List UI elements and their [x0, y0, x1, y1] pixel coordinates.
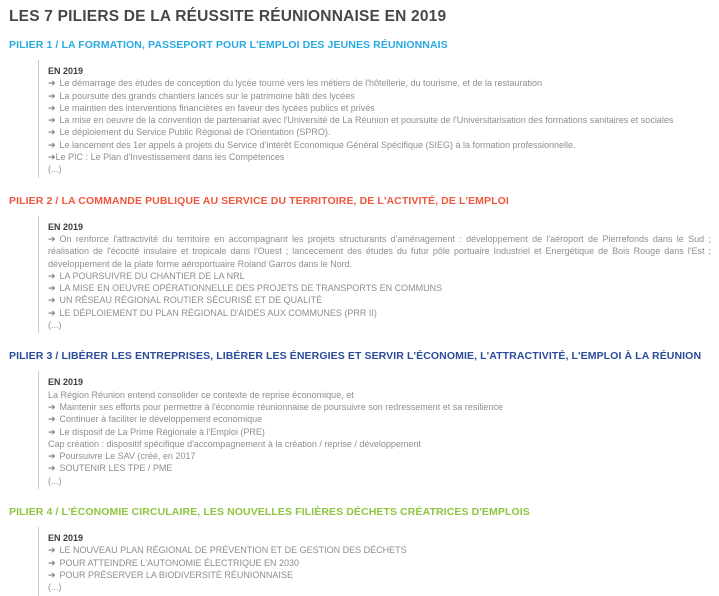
- bullet-text: (...): [48, 475, 62, 486]
- pilier-2-section: [9, 195, 711, 334]
- bullet-text: Le PIC : Le Plan d'Investissement dans les Compétences: [55, 152, 285, 163]
- pilier-body: [38, 371, 711, 489]
- pilier-body: [38, 60, 711, 178]
- pilier-4-section: [9, 506, 711, 595]
- bullet-text: On renforce l'attractivité du territoire en accompagnant les projets structurants d'aménagement : développement de l'aéroport de Pierrefonds dans le Sud ; réalisation de l'écocité insulaire et tropicale dans l'Ouest ; lancecement des études du futur pôle portuaire Industriel et Energétique de Bois Rouge dans l'Est ; développement de la plate forme aéroportuaire Roland Garros dans le Nord.: [48, 233, 711, 269]
- pilier-body: [38, 527, 711, 595]
- arrow-right-icon: ➔: [48, 401, 56, 412]
- arrow-right-icon: ➔: [48, 102, 56, 113]
- bullet-text: POUR PRÉSERVER LA BIODIVERSITÉ RÉUNIONNAISE: [59, 569, 293, 580]
- bullet-line: [48, 139, 711, 151]
- bullet-text: Cap création : dispositif spécifique d'accompagnement à la création / reprise / développement: [48, 438, 421, 449]
- pilier-3-heading: PILIER 3 / LIBÉRER LES ENTREPRISES, LIBÉRER LES ÉNERGIES ET SERVIR L'ÉCONOMIE, L'ATTRACTIVITÉ, L'EMPLOI À LA RÉUNION: [9, 350, 702, 363]
- arrow-right-icon: ➔: [48, 557, 56, 568]
- bullet-text: Le disposif de La Prime Régionale à l'Emploi (PRE): [59, 426, 265, 437]
- bullet-line: [48, 294, 711, 306]
- bullet-line: [48, 389, 711, 401]
- pilier-3-section: [9, 350, 711, 489]
- bullet-list: [48, 77, 711, 175]
- period-label: EN 2019: [48, 377, 84, 388]
- bullet-text: (...): [48, 582, 62, 593]
- bullet-text: Le lancement des 1er appels à projets du Service d'intérêt Economique Général Spécifique (SIEG) à la formation professionnelle.: [59, 139, 576, 150]
- bullet-line: [48, 163, 711, 175]
- bullet-line: [48, 151, 711, 163]
- bullet-line: [48, 319, 711, 331]
- bullet-line: [48, 401, 711, 413]
- bullet-line: [48, 413, 711, 425]
- bullet-line: [48, 90, 711, 102]
- bullet-line: [48, 270, 711, 282]
- pilier-1-section: [9, 39, 711, 178]
- bullet-text: POUR ATTEINDRE L'AUTONOMIE ÉLECTRIQUE EN 2030: [59, 557, 299, 568]
- bullet-line: [48, 438, 711, 450]
- bullet-line: [48, 544, 711, 556]
- bullet-text: La Région Réunion entend consolider ce contexte de reprise économique, et: [48, 389, 354, 400]
- bullet-text: (...): [48, 320, 62, 331]
- arrow-right-icon: ➔: [48, 127, 56, 138]
- bullet-text: Poursuivre Le SAV (créé, en 2017: [59, 451, 196, 462]
- bullet-text: La poursuite des grands chantiers lancés sur le patrimoine bâti des lycées: [59, 90, 355, 101]
- period-label: EN 2019: [48, 533, 84, 544]
- arrow-right-icon: ➔: [48, 139, 56, 150]
- bullet-line: [48, 557, 711, 569]
- bullet-line: [48, 581, 711, 593]
- period-label: EN 2019: [48, 66, 84, 76]
- pilier-2-heading: PILIER 2 / LA COMMANDE PUBLIQUE AU SERVICE DU TERRITOIRE, DE L'ACTIVITÉ, DE L'EMPLOI: [9, 194, 509, 207]
- bullet-text: Le maintien des interventions financières en faveur des lycées publics et privés: [59, 102, 375, 113]
- bullet-text: Continuer à faciliter le développement economique: [59, 414, 263, 425]
- bullet-line: [48, 126, 711, 138]
- bullet-text: Maintenir ses efforts pour permettre à l'économie réunionnaise de poursuivre son redressement et sa resilience: [59, 401, 503, 412]
- bullet-list: [48, 544, 711, 593]
- arrow-right-icon: ➔: [48, 569, 56, 580]
- bullet-line: [48, 475, 711, 487]
- bullet-line: [48, 282, 711, 294]
- bullet-text: (...): [48, 164, 62, 175]
- bullet-text: La mise en oeuvre de la convention de partenariat avec l'Université de La Réunion et poursuite de l'Universitarisation des formations sanitaires et sociales: [59, 115, 674, 126]
- bullet-line: [48, 426, 711, 438]
- bullet-line: [48, 114, 711, 126]
- arrow-right-icon: ➔: [48, 451, 56, 462]
- arrow-right-icon: ➔: [48, 115, 56, 126]
- page-title: LES 7 PILIERS DE LA RÉUSSITE RÉUNIONNAISE EN 2019: [9, 8, 447, 25]
- bullet-line: [48, 233, 711, 270]
- arrow-right-icon: ➔: [48, 463, 56, 474]
- bullet-line: [48, 102, 711, 114]
- bullet-line: [48, 462, 711, 474]
- arrow-right-icon: ➔: [48, 233, 56, 244]
- pilier-1-heading: PILIER 1 / LA FORMATION, PASSEPORT POUR L'EMPLOI DES JEUNES RÉUNIONNAIS: [9, 39, 448, 51]
- bullet-text: Le déploiement du Service Public Régional de l'Orientation (SPRO).: [59, 127, 331, 138]
- bullet-text: LA POURSUIVRE DU CHANTIER DE LA NRL: [59, 270, 245, 281]
- arrow-right-icon: ➔: [48, 152, 56, 163]
- bullet-text: LE DÉPLOIEMENT DU PLAN RÉGIONAL D'AIDES AUX COMMUNES (PRR II): [59, 307, 377, 318]
- arrow-right-icon: ➔: [48, 295, 56, 306]
- bullet-line: [48, 569, 711, 581]
- bullet-line: [48, 307, 711, 319]
- pilier-body: [38, 216, 711, 334]
- bullet-text: UN RÉSEAU RÉGIONAL ROUTIER SÉCURISÉ ET DE QUALITÉ: [59, 295, 323, 306]
- bullet-list: [48, 233, 711, 331]
- bullet-list: [48, 389, 711, 487]
- arrow-right-icon: ➔: [48, 270, 56, 281]
- period-label: EN 2019: [48, 221, 84, 232]
- arrow-right-icon: ➔: [48, 90, 56, 101]
- arrow-right-icon: ➔: [48, 426, 56, 437]
- bullet-text: LE NOUVEAU PLAN RÉGIONAL DE PRÉVENTION ET DE GESTION DES DÉCHETS: [59, 545, 407, 556]
- bullet-text: Le démarrage des études de conception du lycée tourné vers les métiers de l'hôtellerie, du tourisme, et de la restauration: [59, 78, 543, 89]
- arrow-right-icon: ➔: [48, 414, 56, 425]
- bullet-line: [48, 450, 711, 462]
- bullet-text: SOUTENIR LES TPE / PME: [59, 463, 173, 474]
- pilier-4-heading: PILIER 4 / L'ÉCONOMIE CIRCULAIRE, LES NOUVELLES FILIÈRES DÉCHETS CRÉATRICES D'EMPLOIS: [9, 506, 530, 519]
- bullet-text: LA MISE EN OEUVRE OPÉRATIONNELLE DES PROJETS DE TRANSPORTS EN COMMUNS: [59, 283, 443, 294]
- arrow-right-icon: ➔: [48, 307, 56, 318]
- sections-container: [9, 39, 711, 596]
- arrow-right-icon: ➔: [48, 545, 56, 556]
- arrow-right-icon: ➔: [48, 78, 56, 89]
- bullet-line: [48, 77, 711, 89]
- arrow-right-icon: ➔: [48, 283, 56, 294]
